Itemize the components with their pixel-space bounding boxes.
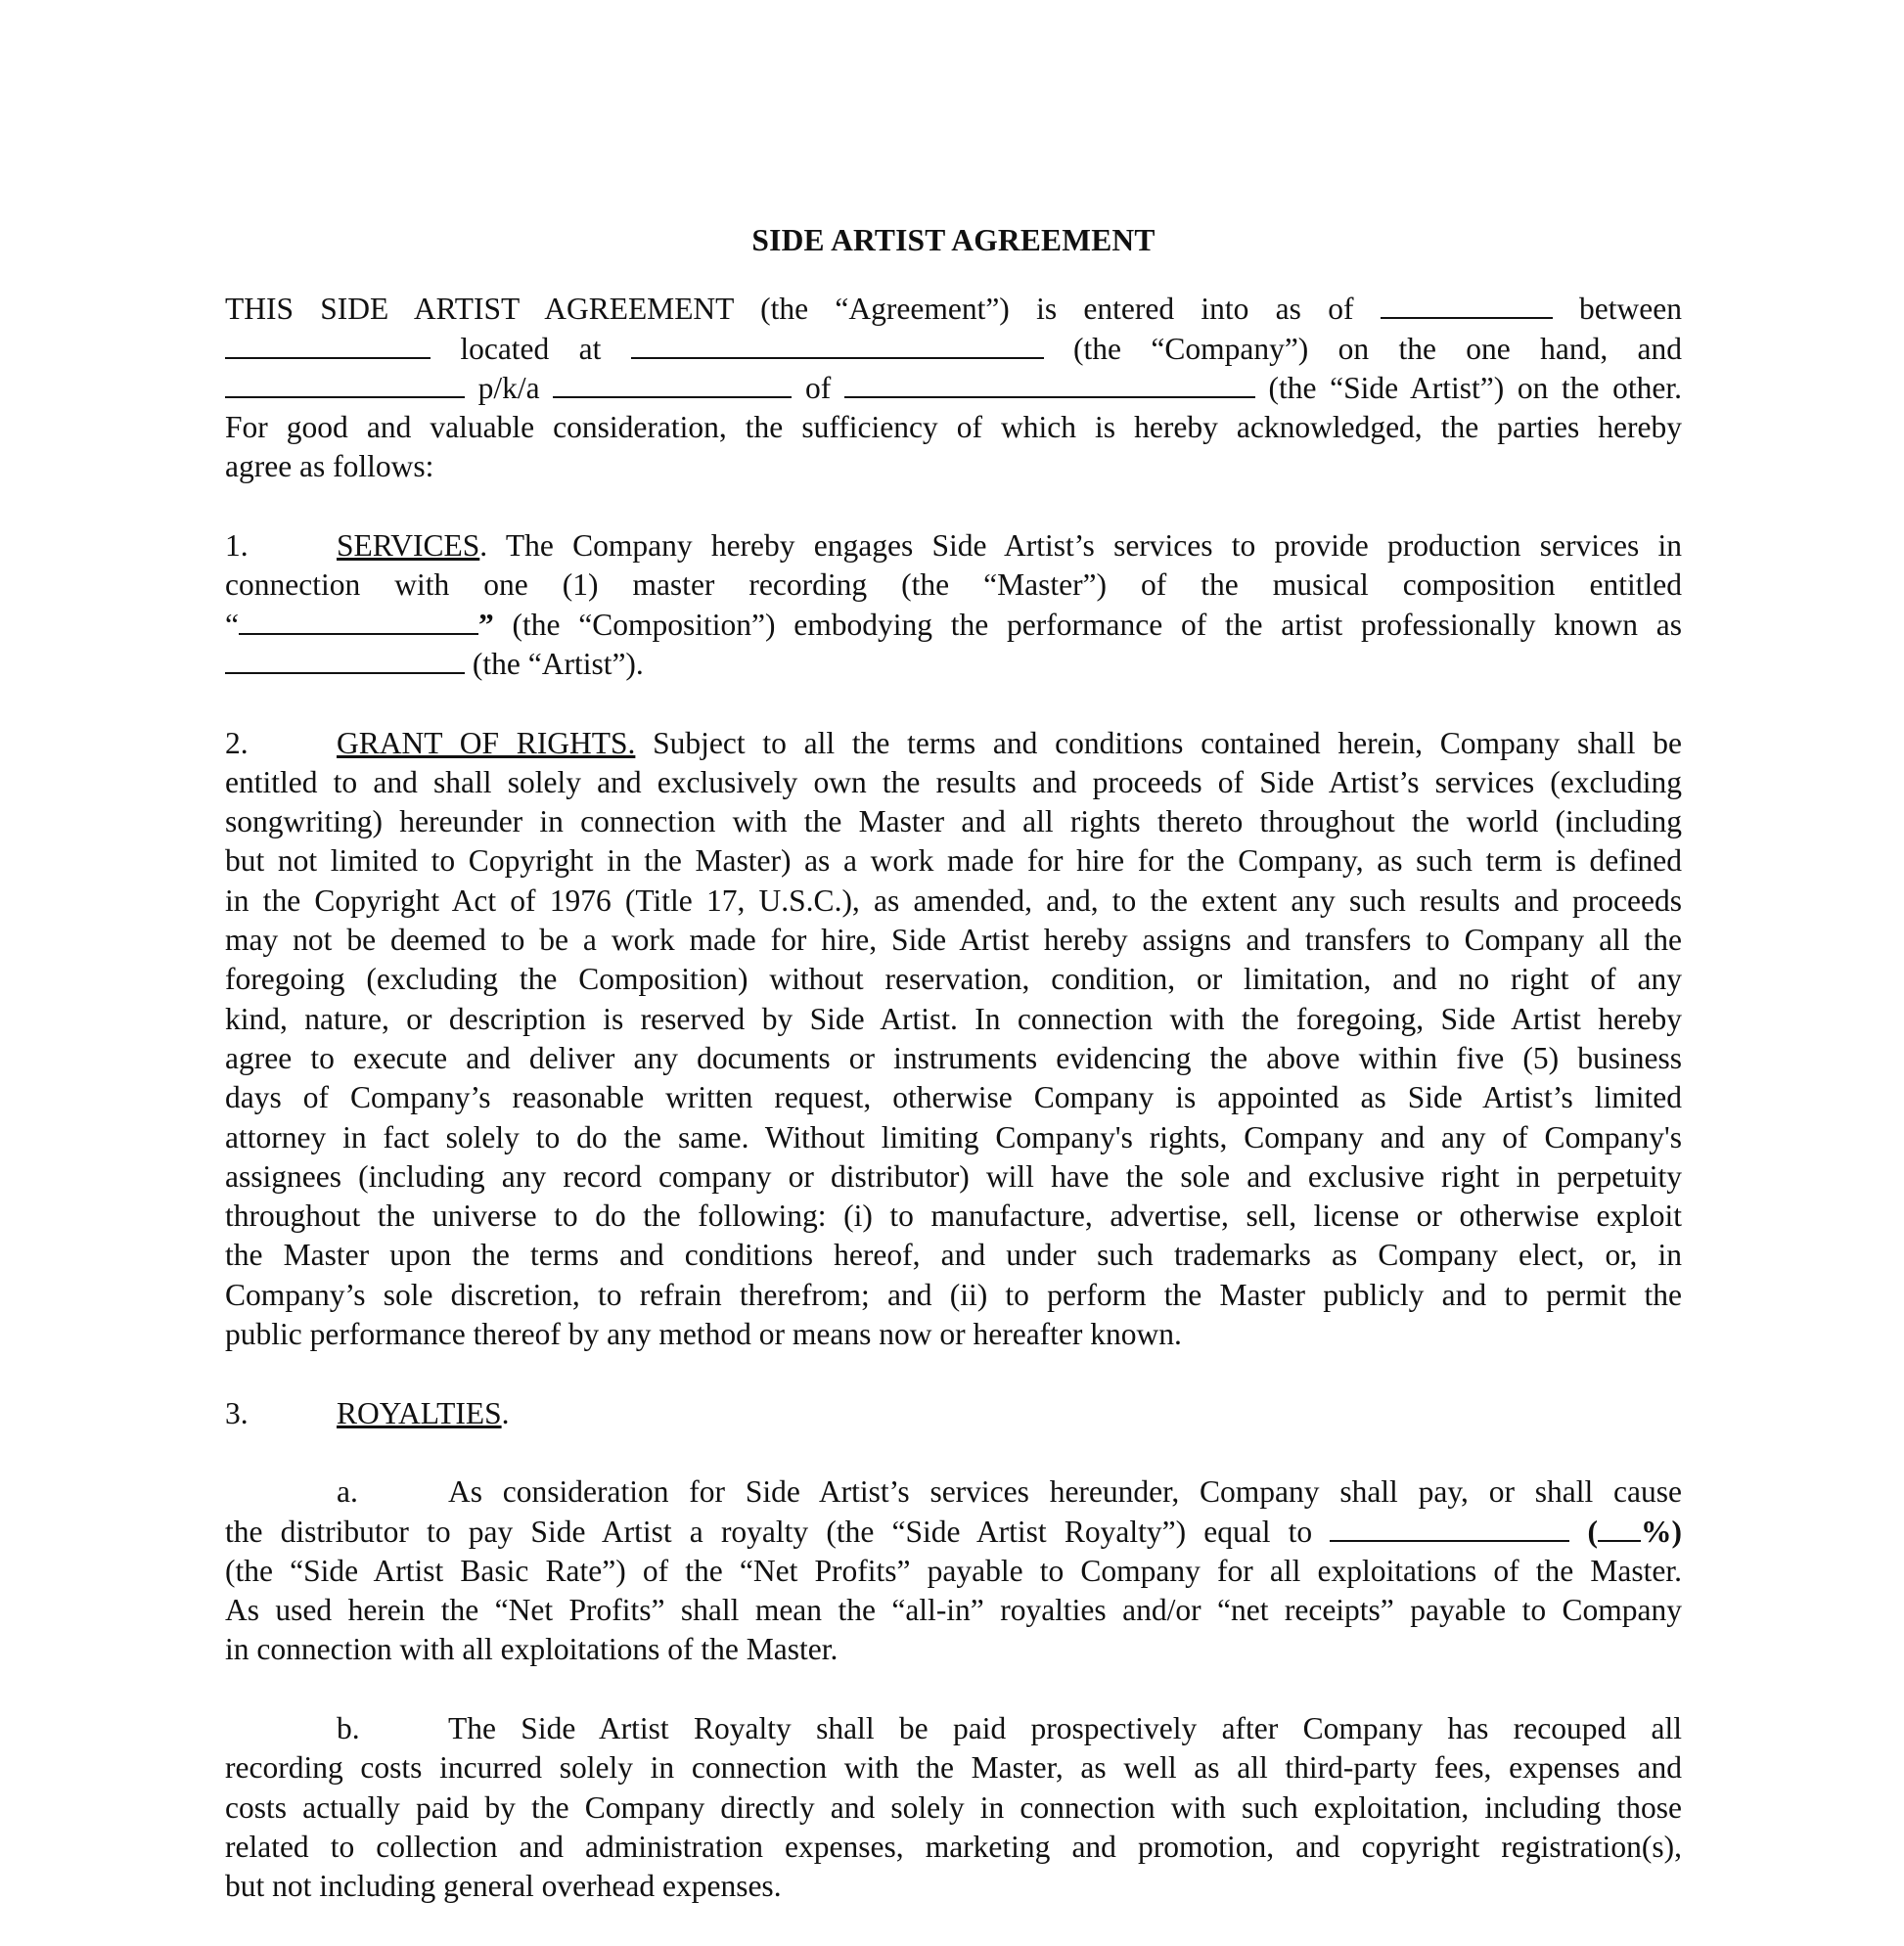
section-number: 2. <box>225 725 249 760</box>
grant-line: assignees (including any record company or distributor) will have the sole and exclusive right in perpetuity <box>225 1158 1682 1194</box>
services-line-4 <box>225 645 1682 684</box>
grant-line-last: public performance thereof by any method or means now or hereafter known. <box>225 1317 1182 1352</box>
intro-line-2 <box>225 330 1682 369</box>
percent-open: ( <box>1587 1514 1599 1549</box>
services-line-1 <box>225 526 1682 566</box>
royalty-a-line-1 <box>225 1472 1682 1512</box>
section-number: 1. <box>225 528 249 564</box>
royalty-b-line: costs actually paid by the Company directly and solely in connection with such exploitation, including those <box>225 1789 1682 1825</box>
grant-line: may not be deemed to be a work made for hire, Side Artist hereby assigns and transfers to Company all the <box>225 923 1682 958</box>
grant-line: days of Company’s reasonable written request, otherwise Company is appointed as Side Artist’s limited <box>225 1080 1682 1115</box>
royalty-a-line-2 <box>225 1513 1682 1552</box>
intro-text: (the “Company”) on the one hand, and <box>1073 331 1683 366</box>
section-grant-of-rights <box>225 724 1682 1355</box>
grant-line: the Master upon the terms and conditions hereof, and under such trademarks as Company elect, or, in <box>225 1238 1682 1273</box>
section-heading: SERVICES <box>337 528 480 564</box>
intro-paragraph <box>225 290 1682 486</box>
section-royalties <box>225 1394 1682 1433</box>
intro-text: (the “Side Artist”) on the other. <box>1268 370 1683 405</box>
artist-name-blank <box>225 645 465 674</box>
services-line-2: connection with one (1) master recording (the “Master”) of the musical composition entitled <box>225 567 1682 603</box>
intro-text: THIS SIDE ARTIST AGREEMENT (the “Agreement”) is entered into as of <box>225 292 1354 327</box>
royalty-text: The Side Artist Royalty shall be paid prospectively after Company has recouped all <box>448 1710 1682 1745</box>
composition-title-blank <box>239 606 478 635</box>
intro-text: p/k/a <box>477 370 540 405</box>
side-artist-address-blank <box>844 369 1255 398</box>
company-name-blank <box>225 330 431 359</box>
grant-line: entitled to and shall solely and exclusively own the results and proceeds of Side Artist’s services (excluding <box>225 764 1682 799</box>
grant-line: throughout the universe to do the following: (i) to manufacture, advertise, sell, license or otherwise exploit <box>225 1199 1682 1234</box>
grant-line: Company’s sole discretion, to refrain therefrom; and (ii) to perform the Master publicly and to permit the <box>225 1277 1682 1312</box>
grant-line-1 <box>225 724 1682 763</box>
grant-line: foregoing (excluding the Composition) without reservation, condition, or limitation, and no right of any <box>225 962 1682 997</box>
royalty-text: As consideration for Side Artist’s services hereunder, Company shall pay, or shall cause <box>448 1474 1682 1510</box>
section-heading: ROYALTIES <box>337 1395 502 1430</box>
royalty-percent <box>1588 1515 1683 1549</box>
subsection-label: b. <box>337 1710 360 1745</box>
grant-line: songwriting) hereunder in connection with the Master and all rights thereto throughout the world (including <box>225 804 1682 839</box>
grant-line: in the Copyright Act of 1976 (Title 17, U.S.C.), as amended, and, to the extent any such results and proceeds <box>225 882 1682 918</box>
intro-line-3 <box>225 369 1682 408</box>
intro-line-5: agree as follows: <box>225 449 434 484</box>
company-address-blank <box>631 330 1044 359</box>
document-title: SIDE ARTIST AGREEMENT <box>751 223 1156 257</box>
royalty-a-line-5: in connection with all exploitations of the Master. <box>225 1632 839 1667</box>
royalty-b-line: recording costs incurred solely in connection with the Master, as well as all third-party fees, expenses and <box>225 1750 1682 1786</box>
royalty-text: the distributor to pay Side Artist a royalty (the “Side Artist Royalty”) equal to <box>225 1514 1313 1549</box>
side-artist-pka-blank <box>553 369 792 398</box>
grant-line: attorney in fact solely to do the same. Without limiting Company's rights, Company and any of Company's <box>225 1119 1682 1154</box>
grant-line: but not limited to Copyright in the Master) as a work made for hire for the Company, as such term is defined <box>225 843 1682 879</box>
date-blank <box>1381 290 1553 319</box>
grant-line: kind, nature, or description is reserved by Side Artist. In connection with the foregoing, Side Artist hereby <box>225 1001 1682 1036</box>
royalty-percent-blank <box>1598 1513 1641 1542</box>
intro-line-4: For good and valuable consideration, the sufficiency of which is hereby acknowledged, the parties hereby <box>225 410 1682 445</box>
quote-open: “ <box>225 607 239 642</box>
royalties-heading-line <box>225 1394 1682 1433</box>
intro-text: located at <box>460 331 602 366</box>
percent-close: %) <box>1641 1514 1683 1549</box>
section-services <box>225 526 1682 684</box>
intro-text: of <box>804 370 832 405</box>
document-page <box>225 221 1682 1946</box>
section-number: 3. <box>225 1395 249 1430</box>
subsection-label: a. <box>337 1474 358 1510</box>
royalties-subsection-a <box>225 1472 1682 1669</box>
royalty-b-line-last: but not including general overhead expenses. <box>225 1869 782 1904</box>
royalty-b-line: related to collection and administration expenses, marketing and promotion, and copyright registration(s), <box>225 1829 1682 1864</box>
grant-line: agree to execute and deliver any documents or instruments evidencing the above within five (5) business <box>225 1040 1682 1075</box>
royalty-amount-blank <box>1330 1513 1569 1542</box>
grant-text: Subject to all the terms and conditions contained herein, Company shall be <box>635 725 1683 760</box>
royalty-a-line-3: (the “Side Artist Basic Rate”) of the “Net Profits” payable to Company for all exploitations of the Master. <box>225 1553 1682 1588</box>
intro-text: between <box>1579 292 1682 327</box>
royalties-subsection-b <box>225 1709 1682 1906</box>
side-artist-name-blank <box>225 369 465 398</box>
section-heading: GRANT OF RIGHTS. <box>337 725 636 760</box>
royalty-a-line-4: As used herein the “Net Profits” shall mean the “all-in” royalties and/or “net receipts” payable to Company <box>225 1593 1682 1628</box>
services-text: (the “Artist”). <box>465 646 644 681</box>
royalty-b-line-1 <box>225 1709 1682 1748</box>
services-line-3 <box>225 606 1682 645</box>
quote-close: ” <box>477 607 494 642</box>
services-text: . The Company hereby engages Side Artist’s services to provide production services in <box>479 528 1682 564</box>
intro-line-1 <box>225 290 1682 329</box>
services-text: (the “Composition”) embodying the performance of the artist professionally known as <box>493 607 1682 642</box>
heading-period: . <box>501 1395 510 1430</box>
